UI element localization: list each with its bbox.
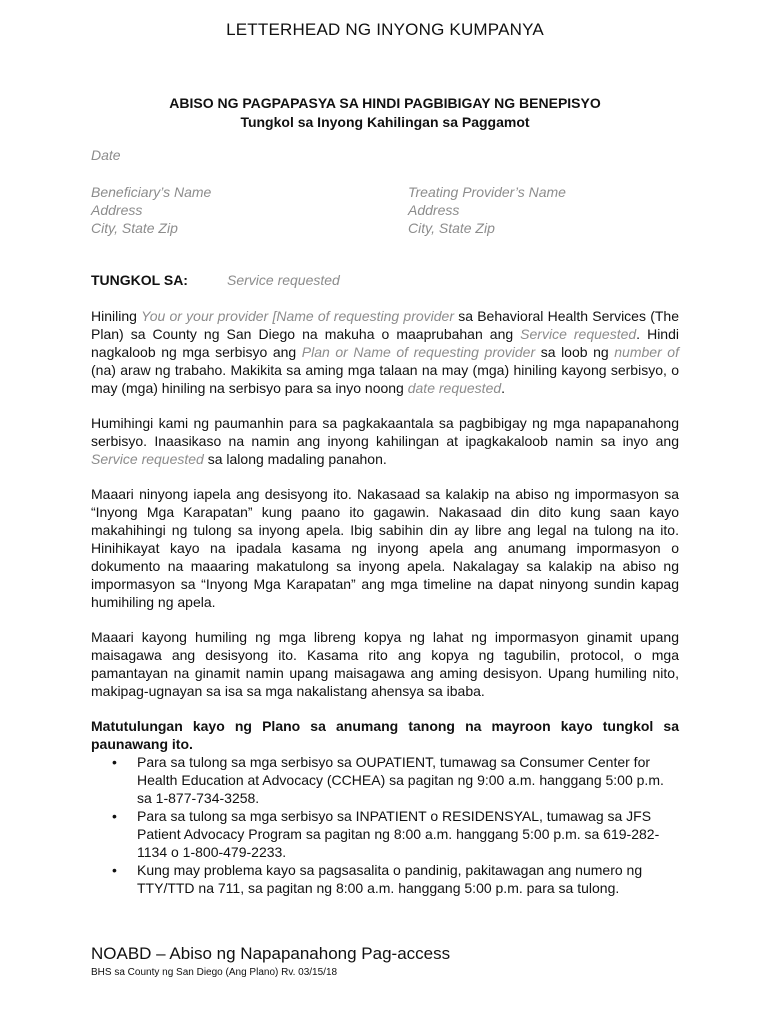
footer-title: NOABD – Abiso ng Napapanahong Pag-access: [91, 944, 451, 963]
list-item: [91, 753, 679, 807]
date-placeholder: Date: [91, 147, 121, 163]
help-heading: Matutulungan kayo ng Plano sa anumang tanong na mayroon kayo tungkol sa paunawang ito.: [91, 718, 679, 752]
text-run: sa loob ng: [535, 344, 615, 360]
title-block: [0, 94, 770, 132]
text-run: Hiniling: [91, 308, 142, 324]
provider-name: Treating Provider’s Name: [408, 184, 566, 200]
text-run: . Hindi nagkaloob ng mga serbisyo ang: [91, 326, 679, 360]
provider-address-block: [408, 183, 566, 237]
placeholder-service: Service requested: [520, 326, 637, 342]
bullet-icon: •: [112, 808, 117, 824]
provider-city: City, State Zip: [408, 220, 495, 236]
subject-line: [91, 272, 340, 288]
placeholder-plan: Plan or Name of requesting provider: [301, 344, 536, 360]
bullet-icon: •: [112, 754, 117, 770]
help-list: [91, 753, 679, 897]
list-item: [91, 861, 679, 897]
text-run: (na) araw ng trabaho. Makikita sa aming mga talaan na may (mga) hiniling kayong serbisyo, o may (mga) hiniling na serbisyo para sa inyo noong: [91, 362, 679, 396]
letterhead: LETTERHEAD NG INYONG KUMPANYA: [226, 20, 544, 39]
footer-revision: BHS sa County ng San Diego (Ang Plano) Rv. 03/15/18: [91, 967, 338, 978]
text-run: .: [501, 380, 506, 396]
provider-address: Address: [408, 202, 460, 218]
subject-label: TUNGKOL SA:: [91, 272, 188, 288]
beneficiary-city: City, State Zip: [91, 220, 178, 236]
placeholder-requester: You or your provider [Name of requesting provider: [141, 308, 454, 324]
paragraph-request: [91, 307, 679, 397]
list-item-text: Para sa tulong sa mga serbisyo sa INPATIENT o RESIDENSYAL, tumawag sa JFS Patient Advocacy Program sa pagitan ng 8:00 a.m. hanggang 5:00 p.m. sa 619-282-1134 o 1-800-479-2233.: [137, 808, 660, 860]
list-item: [91, 807, 679, 861]
subject-value: Service requested: [227, 272, 340, 288]
notice-title: ABISO NG PAGPAPASYA SA HINDI PAGBIBIGAY NG BENEPISYO: [169, 95, 601, 111]
beneficiary-name: Beneficiary’s Name: [91, 184, 212, 200]
text-run: sa Behavioral Health Services (The Plan) sa County ng San Diego na makuha o maaprubahan ang: [91, 308, 679, 342]
list-item-text: Kung may problema kayo sa pagsasalita o pandinig, pakitawagan ang numero ng TTY/TTD na 711, sa pagitan ng 8:00 a.m. hanggang 5:00 p.m. para sa tulong.: [137, 862, 643, 896]
notice-subtitle: Tungkol sa Inyong Kahilingan sa Paggamot: [240, 114, 530, 130]
placeholder-days: number of: [614, 344, 679, 360]
page-footer: [91, 944, 450, 978]
text-run: sa lalong madaling panahon.: [203, 451, 387, 467]
beneficiary-address: Address: [91, 202, 143, 218]
beneficiary-address-block: [91, 183, 211, 237]
paragraph-appeal: Maaari ninyong iapela ang desisyong ito. Nakasaad sa kalakip na abiso ng impormasyon sa “Inyong Mga Karapatan” kung paano ito gagawin. Nakasaad din dito kung saan kayo makahihingi ng tulong sa inyong apela. Ibig sabihin din ay libre ang legal na tulong na ito. Hinihikayat kayo na ipadala kasama ng inyong apela ang anumang impormasyon o dokumento na maaaring makatulong sa inyong apela. Nakalagay sa kalakip na abiso ng impormasyon sa “Inyong Mga Karapatan” ang mga timeline na dapat ninyong sundin kapag humihiling ng apela.: [91, 486, 679, 610]
letter-body: [91, 307, 679, 897]
paragraph-apology: [91, 414, 679, 468]
bullet-icon: •: [112, 862, 117, 878]
placeholder-date-requested: date requested: [407, 380, 502, 396]
list-item-text: Para sa tulong sa mga serbisyo sa OUPATIENT, tumawag sa Consumer Center for Health Education at Advocacy (CCHEA) sa pagitan ng 9:00 a.m. hanggang 5:00 p.m. sa 1-877-734-3258.: [137, 754, 664, 806]
text-run: Humihingi kami ng paumanhin para sa pagkakaantala sa pagbibigay ng mga napapanahong serbisyo. Inaasikaso na namin ang inyong kahilingan at ipagkakaloob namin sa inyo ang: [91, 415, 679, 449]
paragraph-copies: Maaari kayong humiling ng mga libreng kopya ng lahat ng impormasyon ginamit upang maisagawa ang desisyong ito. Kasama rito ang kopya ng tagubilin, protocol, o mga pamantayan na ginamit namin upang maisagawa ang aming desisyon. Upang humiling nito, makipag-ugnayan sa isa sa mga nakalistang ahensya sa ibaba.: [91, 629, 679, 699]
placeholder-service: Service requested: [91, 451, 204, 467]
